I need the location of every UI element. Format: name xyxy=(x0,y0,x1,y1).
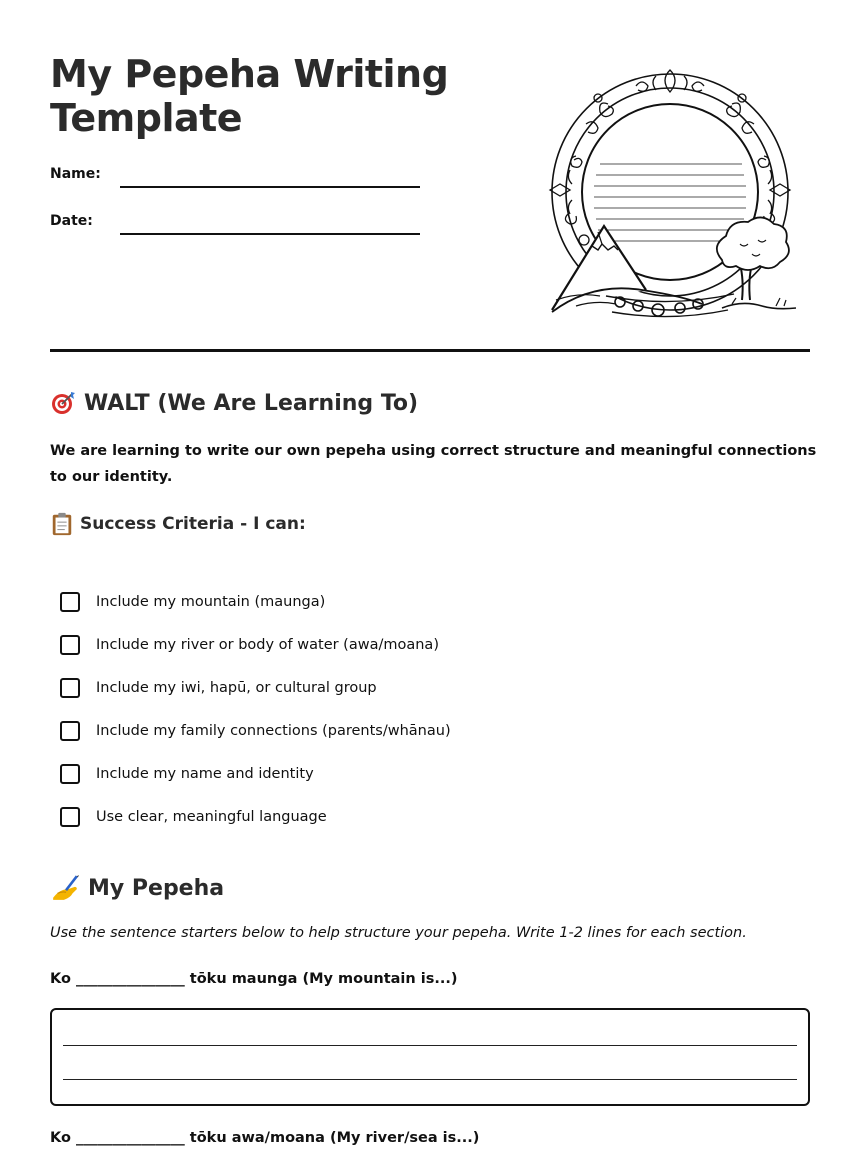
criteria-checkbox[interactable] xyxy=(60,764,80,784)
starter-river: Ko _______________ tōku awa/moana (My river/sea is...) xyxy=(50,1130,480,1146)
date-field[interactable] xyxy=(120,233,420,235)
starter-mountain: Ko _______________ tōku maunga (My mountain is...) xyxy=(50,971,458,987)
pepeha-instructions: Use the sentence starters below to help structure your pepeha. Write 1-2 lines for each section. xyxy=(50,925,747,941)
writing-hand-icon xyxy=(50,874,80,902)
walt-heading xyxy=(50,390,418,416)
success-criteria-list xyxy=(60,580,660,838)
criteria-checkbox[interactable] xyxy=(60,635,80,655)
criteria-checkbox[interactable] xyxy=(60,592,80,612)
criteria-checkbox[interactable] xyxy=(60,678,80,698)
criteria-item[interactable] xyxy=(60,795,660,838)
page-title: My Pepeha Writing Template xyxy=(50,52,449,140)
criteria-item[interactable] xyxy=(60,752,660,795)
criteria-label: Include my mountain (maunga) xyxy=(96,593,326,610)
criteria-checkbox[interactable] xyxy=(60,721,80,741)
success-criteria-heading xyxy=(50,512,306,536)
header-divider xyxy=(50,349,810,352)
criteria-label: Include my iwi, hapū, or cultural group xyxy=(96,679,377,696)
criteria-item[interactable] xyxy=(60,666,660,709)
writing-line xyxy=(63,1045,797,1046)
criteria-label: Include my river or body of water (awa/moana) xyxy=(96,636,439,653)
target-dart-icon xyxy=(50,390,76,416)
date-label: Date: xyxy=(50,213,93,229)
criteria-label: Use clear, meaningful language xyxy=(96,808,327,825)
walt-description: We are learning to write our own pepeha using correct structure and meaningful connections to our identity. xyxy=(50,443,817,485)
criteria-label: Include my family connections (parents/whānau) xyxy=(96,722,451,739)
success-criteria-heading-text: Success Criteria - I can: xyxy=(80,514,306,534)
pepeha-emblem-illustration xyxy=(546,64,796,320)
criteria-checkbox[interactable] xyxy=(60,807,80,827)
writing-line xyxy=(63,1079,797,1080)
my-pepeha-heading-text: My Pepeha xyxy=(88,875,225,901)
clipboard-icon xyxy=(50,512,74,536)
mountain-answer-box[interactable] xyxy=(50,1008,810,1106)
walt-heading-text: WALT (We Are Learning To) xyxy=(84,390,419,416)
name-field[interactable] xyxy=(120,186,420,188)
my-pepeha-heading xyxy=(50,874,224,902)
criteria-label: Include my name and identity xyxy=(96,765,314,782)
criteria-item[interactable] xyxy=(60,580,660,623)
criteria-item[interactable] xyxy=(60,709,660,752)
criteria-item[interactable] xyxy=(60,623,660,666)
name-label: Name: xyxy=(50,166,101,182)
